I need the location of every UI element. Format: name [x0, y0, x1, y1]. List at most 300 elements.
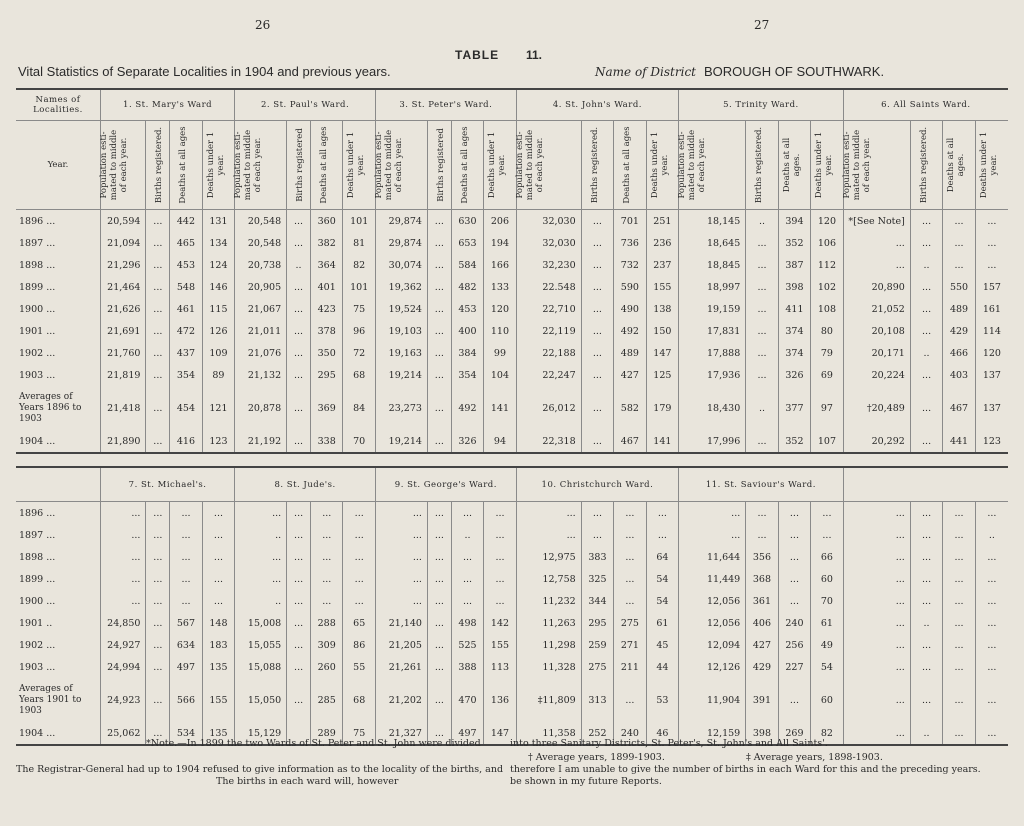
data-cell: 147: [646, 342, 679, 364]
data-cell: ...: [451, 568, 483, 590]
data-cell: 11,263: [516, 612, 581, 634]
row-year: 1904 ...: [19, 435, 56, 447]
row-year: 1899 ...: [19, 281, 56, 293]
data-cell: 732: [614, 254, 646, 276]
column-header-text: Births registered.: [589, 126, 600, 204]
data-cell: ...: [427, 502, 451, 525]
data-cell: 12,758: [516, 568, 581, 590]
final-cell: 338: [310, 430, 342, 453]
data-cell: 96: [343, 320, 376, 342]
data-cell: ...: [146, 254, 170, 276]
data-cell: 113: [484, 656, 517, 678]
data-cell: ...: [310, 590, 342, 612]
final-cell: 135: [202, 722, 235, 745]
data-cell: ...: [484, 568, 517, 590]
data-cell: ...: [427, 232, 451, 254]
data-cell: 54: [646, 568, 678, 590]
data-cell: ...: [581, 254, 613, 276]
data-cell: ...: [100, 524, 145, 546]
data-cell: 126: [202, 320, 234, 342]
column-header: [100, 121, 145, 210]
data-cell: ..: [235, 590, 287, 612]
row-year: 1899 ...: [19, 573, 56, 585]
data-cell: 124: [202, 254, 234, 276]
registrar-note-left-1: The Registrar-General had up to 1904 refused to give information as to the locality of the births, and: [16, 764, 504, 775]
row-year: 1900 ...: [19, 595, 56, 607]
data-cell: 653: [451, 232, 483, 254]
data-cell: 19,524: [375, 298, 427, 320]
data-cell: ...: [910, 634, 942, 656]
data-cell: ...: [343, 524, 376, 546]
column-header: [581, 121, 613, 210]
data-cell: 80: [811, 320, 844, 342]
data-cell: 400: [451, 320, 483, 342]
data-cell: 271: [614, 634, 646, 656]
data-cell: 70: [811, 590, 844, 612]
final-cell: 21,192: [235, 430, 287, 453]
data-cell: ...: [975, 502, 1008, 525]
registrar-note-right-1: therefore I am unable to give the number of births in each Ward for this and the preceding years.: [510, 764, 981, 775]
data-cell: 490: [614, 298, 646, 320]
registrar-note-left-2: The births in each ward will, however: [216, 776, 399, 787]
data-cell: ...: [427, 210, 451, 233]
data-cell: 21,464: [100, 276, 145, 298]
data-cell: 21,819: [100, 364, 145, 386]
final-cell: ...: [910, 430, 942, 453]
data-cell: ...: [146, 210, 170, 233]
data-cell: 11,328: [516, 656, 581, 678]
data-cell: 115: [202, 298, 234, 320]
column-header-text: Births registered: [295, 128, 306, 202]
column-header: [943, 121, 975, 210]
data-cell: ...: [614, 568, 646, 590]
data-cell: ...: [581, 320, 613, 342]
data-cell: 120: [975, 342, 1008, 364]
data-cell: 61: [646, 612, 678, 634]
data-cell: 211: [614, 656, 646, 678]
year-label: Year.: [16, 121, 100, 210]
data-cell: 275: [614, 612, 646, 634]
final-cell: ...: [843, 722, 910, 745]
data-cell: ...: [146, 546, 170, 568]
data-cell: 482: [451, 276, 483, 298]
column-header: [484, 121, 517, 210]
data-cell: 82: [343, 254, 376, 276]
column-header-text: Population esti-mated to middle of each year.: [677, 129, 708, 201]
data-cell: 427: [614, 364, 646, 386]
data-cell: ...: [910, 590, 942, 612]
note-dagger: † Average years, 1899-1903.: [528, 752, 665, 763]
column-header: [975, 121, 1008, 210]
averages-cell: 60: [811, 678, 844, 722]
data-cell: ...: [910, 656, 942, 678]
data-cell: 183: [202, 634, 235, 656]
column-header-text: Births registered.: [154, 126, 165, 204]
data-cell: ...: [170, 524, 202, 546]
data-cell: ...: [235, 502, 287, 525]
statistics-table-bottom: [16, 466, 1008, 746]
data-cell: ...: [614, 546, 646, 568]
data-cell: 21,067: [235, 298, 287, 320]
data-cell: 69: [811, 364, 844, 386]
final-cell: 416: [170, 430, 202, 453]
data-cell: 60: [811, 568, 844, 590]
final-cell: 497: [451, 722, 483, 745]
data-cell: 325: [581, 568, 613, 590]
final-cell: 75: [343, 722, 376, 745]
table-row: [16, 342, 1008, 364]
data-cell: 49: [811, 634, 844, 656]
data-cell: ...: [943, 232, 975, 254]
data-cell: 21,011: [235, 320, 287, 342]
table-row: [16, 656, 1008, 678]
data-cell: 497: [170, 656, 202, 678]
data-cell: 584: [451, 254, 483, 276]
data-cell: 17,888: [679, 342, 746, 364]
note-double-dagger: ‡ Average years, 1898-1903.: [746, 752, 883, 763]
column-header: [451, 121, 483, 210]
data-cell: ...: [746, 298, 778, 320]
data-cell: 403: [943, 364, 975, 386]
data-cell: ...: [146, 590, 170, 612]
data-cell: 18,845: [679, 254, 746, 276]
final-cell: ...: [581, 430, 613, 453]
data-cell: 259: [581, 634, 613, 656]
data-cell: 166: [484, 254, 517, 276]
data-cell: 19,163: [375, 342, 427, 364]
data-cell: 19,362: [375, 276, 427, 298]
column-header: [202, 121, 234, 210]
averages-cell: 377: [778, 386, 810, 430]
data-cell: ...: [975, 210, 1008, 233]
data-cell: ...: [746, 254, 778, 276]
data-cell: 54: [646, 590, 678, 612]
data-cell: ...: [202, 568, 235, 590]
data-cell: 29,874: [375, 232, 427, 254]
column-header-text: Deaths at all ages: [178, 126, 189, 204]
final-year-row: [16, 430, 1008, 453]
data-cell: ...: [427, 276, 451, 298]
data-cell: 32,230: [516, 254, 581, 276]
data-cell: ...: [343, 502, 376, 525]
averages-label: Averages of Years 1896 to 1903: [19, 391, 82, 424]
data-cell: 134: [202, 232, 234, 254]
data-cell: ...: [287, 342, 311, 364]
data-cell: 288: [310, 612, 342, 634]
final-cell: 289: [310, 722, 342, 745]
data-cell: 19,159: [679, 298, 746, 320]
data-cell: ...: [843, 254, 910, 276]
data-cell: ...: [146, 364, 170, 386]
data-cell: ...: [343, 568, 376, 590]
data-cell: 68: [343, 364, 376, 386]
data-cell: 133: [484, 276, 517, 298]
data-cell: 194: [484, 232, 517, 254]
final-cell: 21,327: [375, 722, 427, 745]
data-cell: 382: [310, 232, 342, 254]
data-cell: ...: [843, 568, 910, 590]
final-cell: ...: [146, 722, 170, 745]
column-header-text: Deaths at all ages: [459, 126, 470, 204]
data-cell: 394: [778, 210, 810, 233]
averages-cell: 467: [943, 386, 975, 430]
final-cell: ...: [427, 430, 451, 453]
district-name: BOROUGH OF SOUTHWARK.: [704, 64, 885, 79]
data-cell: 21,760: [100, 342, 145, 364]
row-year: 1897 ...: [19, 529, 56, 541]
data-cell: ...: [943, 612, 975, 634]
table-row: [16, 298, 1008, 320]
data-cell: ...: [100, 546, 145, 568]
ward-header: 2. St. Paul's Ward.: [235, 89, 376, 121]
data-cell: 634: [170, 634, 202, 656]
averages-cell: 136: [484, 678, 517, 722]
ward-header: [843, 467, 1008, 502]
final-cell: 534: [170, 722, 202, 745]
ward-header: 4. St. John's Ward.: [516, 89, 678, 121]
averages-cell: 179: [646, 386, 679, 430]
averages-cell: 24,923: [100, 678, 145, 722]
data-cell: ...: [146, 276, 170, 298]
column-header-text: Population esti-mated to middle of each year.: [841, 129, 872, 201]
averages-cell: ...: [287, 386, 311, 430]
ward-header: 10. Christchurch Ward.: [516, 467, 678, 502]
data-cell: 550: [943, 276, 975, 298]
data-cell: ...: [843, 634, 910, 656]
column-header: [287, 121, 311, 210]
column-header-text: Births registered.: [754, 126, 765, 204]
data-cell: 32,030: [516, 232, 581, 254]
averages-cell: ...: [581, 386, 613, 430]
page-number-right: 27: [754, 18, 770, 32]
data-cell: ...: [484, 502, 517, 525]
table-number: 11.: [526, 48, 543, 62]
data-cell: ...: [287, 634, 311, 656]
data-cell: ...: [910, 320, 942, 342]
data-cell: 525: [451, 634, 483, 656]
data-cell: 138: [646, 298, 679, 320]
final-cell: 25,062: [100, 722, 145, 745]
data-cell: 120: [811, 210, 844, 233]
ward-header: 9. St. George's Ward.: [375, 467, 516, 502]
averages-cell: ...: [146, 386, 170, 430]
data-cell: ...: [146, 568, 170, 590]
note-star-right: into three Sanitary Districts, St. Peter's, St. John's and All Saints'.: [510, 738, 828, 749]
data-cell: ...: [975, 612, 1008, 634]
data-cell: 354: [451, 364, 483, 386]
averages-cell: 155: [202, 678, 235, 722]
data-cell: 383: [581, 546, 613, 568]
data-cell: ...: [343, 590, 376, 612]
data-cell: 21,691: [100, 320, 145, 342]
column-header: [746, 121, 778, 210]
data-cell: ...: [943, 546, 975, 568]
averages-cell: ...: [778, 678, 810, 722]
data-cell: 161: [975, 298, 1008, 320]
final-cell: 123: [202, 430, 234, 453]
data-cell: 11,232: [516, 590, 581, 612]
column-header-text: Deaths under 1 year.: [205, 131, 226, 199]
data-cell: ...: [778, 524, 810, 546]
final-cell: 11,358: [516, 722, 581, 745]
averages-cell: †20,489: [843, 386, 910, 430]
table-row: [16, 210, 1008, 233]
final-cell: 21,890: [100, 430, 145, 453]
column-header: [679, 121, 746, 210]
data-cell: ...: [975, 232, 1008, 254]
data-cell: 155: [484, 634, 517, 656]
data-cell: 736: [614, 232, 646, 254]
data-cell: ...: [975, 634, 1008, 656]
data-cell: 20,890: [843, 276, 910, 298]
data-cell: 54: [811, 656, 844, 678]
data-cell: 110: [484, 320, 517, 342]
data-cell: 498: [451, 612, 483, 634]
data-cell: ...: [287, 298, 311, 320]
data-cell: 354: [170, 364, 202, 386]
data-cell: 374: [778, 342, 810, 364]
data-cell: 106: [811, 232, 844, 254]
data-cell: ...: [100, 502, 145, 525]
data-cell: ...: [843, 546, 910, 568]
data-cell: ..: [910, 342, 942, 364]
column-header-text: Population esti-mated to middle of each year.: [98, 129, 129, 201]
data-cell: ...: [170, 568, 202, 590]
data-cell: 21,132: [235, 364, 287, 386]
data-cell: 108: [811, 298, 844, 320]
data-cell: 236: [646, 232, 679, 254]
data-cell: 20,548: [235, 210, 287, 233]
data-cell: ...: [100, 590, 145, 612]
data-cell: ...: [943, 656, 975, 678]
data-cell: 20,905: [235, 276, 287, 298]
data-cell: 423: [310, 298, 342, 320]
data-cell: ...: [146, 634, 170, 656]
averages-cell: 141: [484, 386, 517, 430]
final-cell: ...: [287, 430, 311, 453]
data-cell: ...: [451, 502, 483, 525]
data-cell: ...: [843, 656, 910, 678]
final-cell: 352: [778, 430, 810, 453]
data-cell: 142: [484, 612, 517, 634]
data-cell: 135: [202, 656, 235, 678]
data-cell: 15,088: [235, 656, 287, 678]
final-cell: ..: [910, 722, 942, 745]
data-cell: ...: [910, 232, 942, 254]
data-cell: 20,171: [843, 342, 910, 364]
data-cell: ...: [614, 590, 646, 612]
final-cell: ...: [427, 722, 451, 745]
data-cell: 65: [343, 612, 376, 634]
data-cell: ...: [427, 634, 451, 656]
averages-cell: ‡11,809: [516, 678, 581, 722]
data-cell: ...: [427, 254, 451, 276]
data-cell: ...: [287, 656, 311, 678]
page-number-left: 26: [255, 18, 271, 32]
final-cell: 141: [646, 430, 679, 453]
data-cell: 45: [646, 634, 678, 656]
data-cell: 378: [310, 320, 342, 342]
final-cell: 123: [975, 430, 1008, 453]
corner-blank: [16, 467, 100, 502]
data-cell: ...: [375, 546, 427, 568]
data-cell: ...: [943, 502, 975, 525]
data-cell: 489: [943, 298, 975, 320]
data-cell: ...: [427, 364, 451, 386]
final-cell: 94: [484, 430, 517, 453]
data-cell: ...: [287, 568, 311, 590]
data-cell: 256: [778, 634, 810, 656]
table-row: [16, 634, 1008, 656]
data-cell: 24,927: [100, 634, 145, 656]
data-cell: 72: [343, 342, 376, 364]
data-cell: ...: [235, 546, 287, 568]
final-cell: 147: [484, 722, 517, 745]
column-header: [310, 121, 342, 210]
row-year: 1896 ...: [19, 215, 56, 227]
final-cell: 22,318: [516, 430, 581, 453]
final-cell: 107: [811, 430, 844, 453]
data-cell: ...: [975, 656, 1008, 678]
data-cell: ...: [343, 546, 376, 568]
averages-cell: ...: [427, 678, 451, 722]
data-cell: ..: [975, 524, 1008, 546]
data-cell: ...: [910, 524, 942, 546]
column-header-text: Deaths under 1 year.: [346, 131, 367, 199]
data-cell: 21,076: [235, 342, 287, 364]
averages-row: [16, 678, 1008, 722]
data-cell: ..: [910, 254, 942, 276]
data-cell: 240: [778, 612, 810, 634]
data-cell: ...: [202, 524, 235, 546]
table-row: [16, 546, 1008, 568]
data-cell: ...: [746, 502, 778, 525]
data-cell: 109: [202, 342, 234, 364]
column-header: [516, 121, 581, 210]
note-star-left: *Note.—In 1899 the two Wards of St. Peter and St. John were divided: [146, 738, 481, 749]
data-cell: 89: [202, 364, 234, 386]
data-cell: 295: [581, 612, 613, 634]
data-cell: 101: [343, 276, 376, 298]
data-cell: ...: [581, 232, 613, 254]
column-header: [646, 121, 679, 210]
data-cell: 18,997: [679, 276, 746, 298]
table-row: [16, 524, 1008, 546]
data-cell: ...: [746, 342, 778, 364]
data-cell: 701: [614, 210, 646, 233]
averages-cell: 23,273: [375, 386, 427, 430]
data-cell: ...: [146, 232, 170, 254]
ward-header: 7. St. Michael's.: [100, 467, 234, 502]
data-cell: 79: [811, 342, 844, 364]
table-row: [16, 364, 1008, 386]
data-cell: 361: [746, 590, 778, 612]
data-cell: ...: [375, 524, 427, 546]
data-cell: ...: [581, 364, 613, 386]
data-cell: ...: [843, 502, 910, 525]
data-cell: 17,831: [679, 320, 746, 342]
averages-cell: 566: [170, 678, 202, 722]
data-cell: ...: [310, 546, 342, 568]
data-cell: 21,094: [100, 232, 145, 254]
data-cell: 64: [646, 546, 678, 568]
data-cell: 388: [451, 656, 483, 678]
data-cell: ...: [484, 590, 517, 612]
data-cell: ...: [202, 590, 235, 612]
ward-header: 6. All Saints Ward.: [843, 89, 1008, 121]
data-cell: 489: [614, 342, 646, 364]
data-cell: 453: [170, 254, 202, 276]
